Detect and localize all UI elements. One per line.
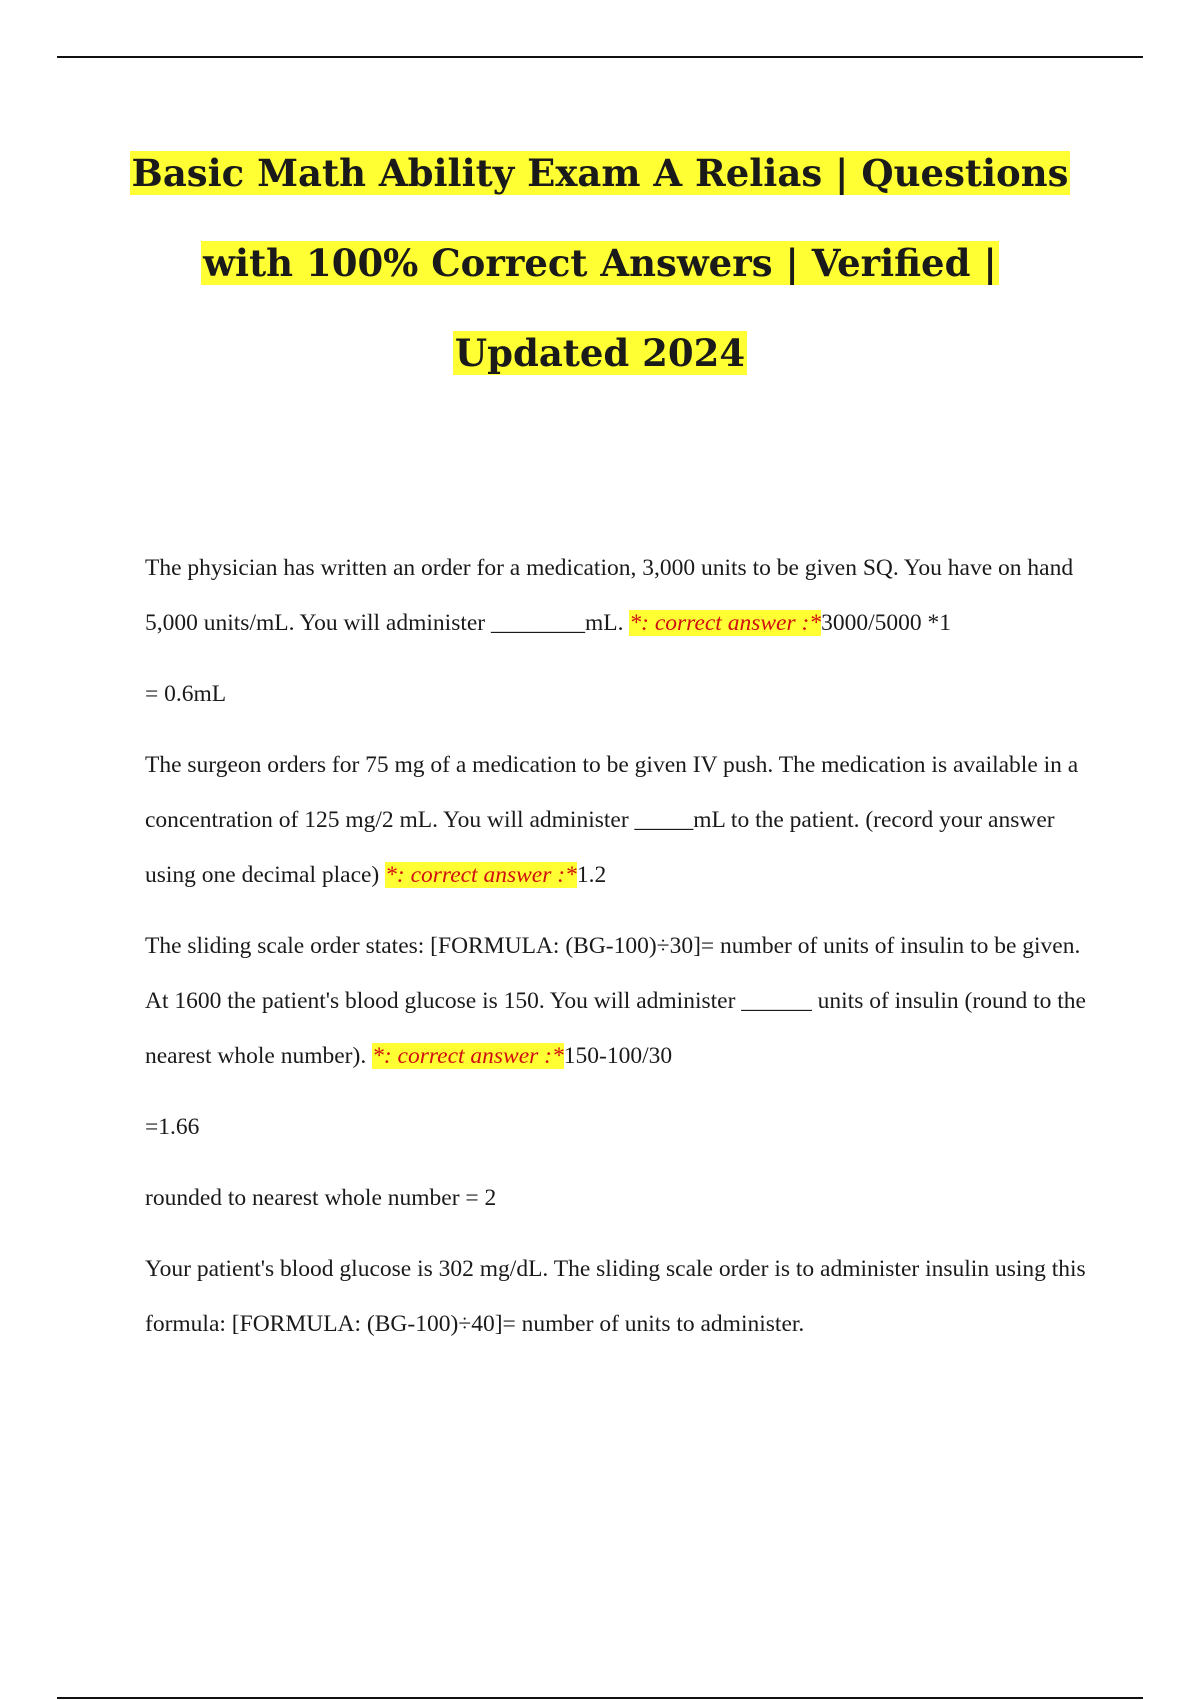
correct-answer-label: *: correct answer :*	[629, 610, 822, 636]
title-line-3	[90, 308, 1110, 398]
question-4	[145, 1242, 1090, 1352]
question-1	[145, 541, 1090, 651]
title-line-2-text: with 100% Correct Answers | Verified |	[203, 241, 997, 285]
question-2	[145, 738, 1090, 903]
correct-answer-label: *: correct answer :*	[385, 862, 577, 888]
question-3-answer: 150-100/30	[563, 1043, 673, 1069]
question-1-answer-line-1: = 0.6mL	[145, 681, 227, 707]
title-line-1	[90, 128, 1110, 218]
question-3-prompt: The sliding scale order states: [FORMULA: (BG-100)÷30]= number of units of insulin to be given. At 1600 the patient's blood glucose is 150. You will administer ______ units of insulin (round to the nearest whole number).	[145, 933, 1086, 1069]
correct-answer-label: *: correct answer :*	[372, 1043, 564, 1069]
bottom-rule	[57, 1697, 1143, 1699]
document-title	[90, 128, 1110, 398]
top-rule	[57, 56, 1143, 58]
question-2-answer: 1.2	[576, 862, 607, 888]
question-2-prompt: The surgeon orders for 75 mg of a medication to be given IV push. The medication is available in a concentration of 125 mg/2 mL. You will administer _____mL to the patient. (record your answer using one decimal place)	[145, 752, 1079, 888]
question-3-answer-line-1: =1.66	[145, 1114, 200, 1140]
title-line-3-text: Updated 2024	[454, 331, 746, 375]
question-list	[145, 541, 1090, 1368]
title-line-2	[90, 218, 1110, 308]
question-4-prompt: Your patient's blood glucose is 302 mg/dL. The sliding scale order is to administer insulin using this formula: [FORMULA: (BG-100)÷40]= number of units to administer.	[145, 1256, 1086, 1337]
question-1-answer: 3000/5000 *1	[821, 610, 951, 636]
question-1-prompt: The physician has written an order for a medication, 3,000 units to be given SQ. You have on hand 5,000 units/mL. You will administer ________mL.	[145, 555, 1074, 636]
title-line-1-text: Basic Math Ability Exam A Relias | Questions	[131, 151, 1069, 195]
question-3	[145, 919, 1090, 1084]
question-3-answer-line-2: rounded to nearest whole number = 2	[145, 1185, 497, 1211]
